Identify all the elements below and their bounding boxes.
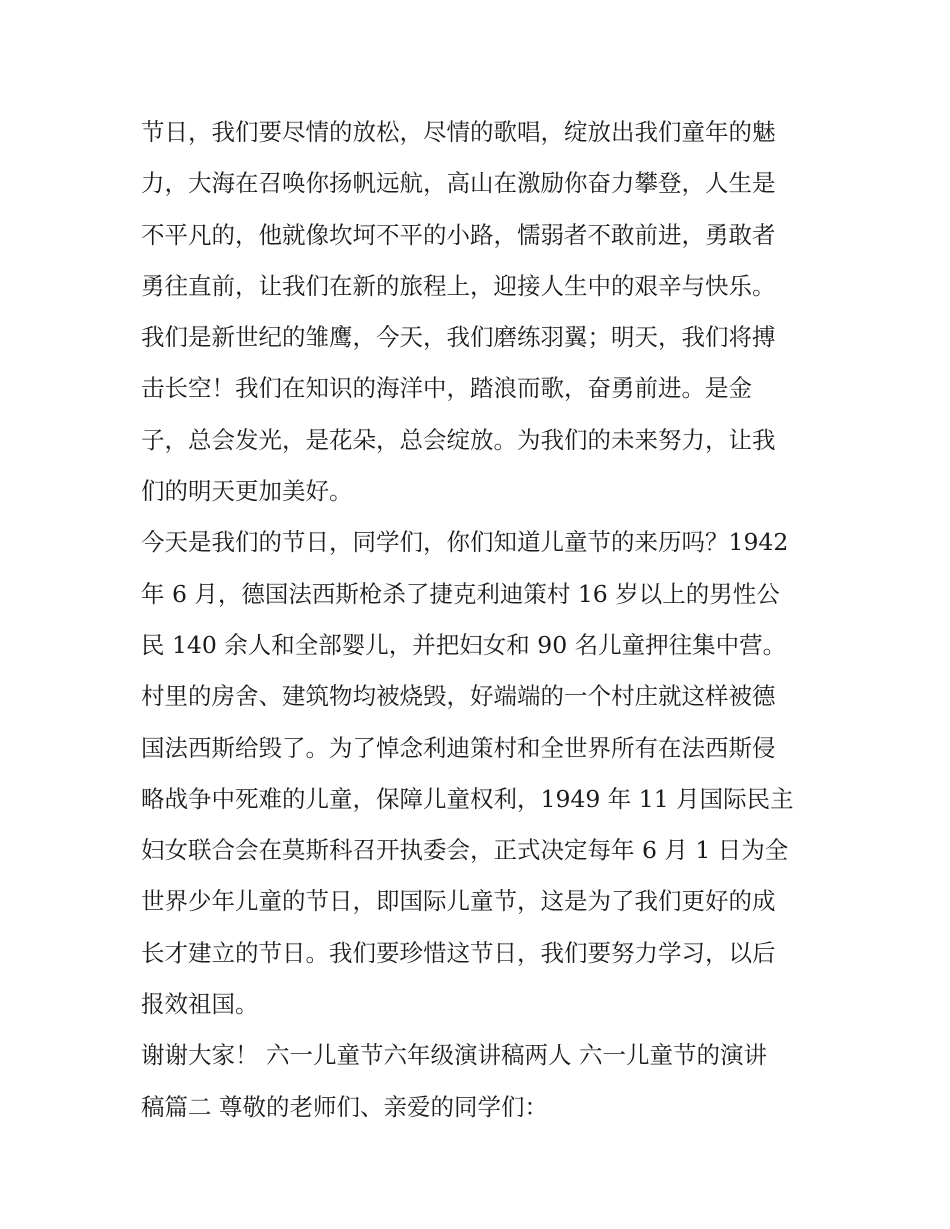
document-body [141, 107, 813, 1133]
text-line: 略战争中死难的儿童，保障儿童权利，1949 年 11 月国际民主 [141, 784, 794, 813]
text-line: 长才建立的节日。我们要珍惜这节日，我们要努力学习，以后 [141, 938, 776, 967]
text-line: 击长空！我们在知识的海洋中，踏浪而歌，奋勇前进。是金 [141, 374, 752, 403]
text-line: 勇往直前，让我们在新的旅程上，迎接人生中的艰辛与快乐。 [141, 271, 776, 300]
text-line: 我们是新世纪的雏鹰，今天，我们磨练羽翼；明天，我们将搏 [141, 323, 776, 352]
text-line: 妇女联合会在莫斯科召开执委会，正式决定每年 6 月 1 日为全 [141, 836, 789, 865]
text-line: 民 140 余人和全部婴儿，并把妇女和 90 名儿童押往集中营。 [141, 630, 787, 659]
text-line: 村里的房舍、建筑物均被烧毁，好端端的一个村庄就这样被德 [141, 682, 776, 711]
text-line: 稿篇二 尊敬的老师们、亲爱的同学们： [141, 1092, 548, 1121]
text-line: 国法西斯给毁了。为了悼念利迪策村和全世界所有在法西斯侵 [141, 733, 776, 762]
text-line: 今天是我们的节日，同学们，你们知道儿童节的来历吗？1942 [141, 528, 789, 557]
text-line: 年 6 月，德国法西斯枪杀了捷克利迪策村 16 岁以上的男性公 [141, 579, 780, 608]
text-line: 子，总会发光，是花朵，总会绽放。为我们的未来努力，让我 [141, 425, 776, 454]
text-line: 谢谢大家！ 六一儿童节六年级演讲稿两人 六一儿童节的演讲 [141, 1041, 767, 1070]
text-line: 不平凡的，他就像坎坷不平的小路，懦弱者不敢前进，勇敢者 [141, 220, 776, 249]
text-line: 们的明天更加美好。 [141, 477, 353, 506]
text-line: 世界少年儿童的节日，即国际儿童节，这是为了我们更好的成 [141, 887, 776, 916]
text-line: 力，大海在召唤你扬帆远航，高山在激励你奋力攀登，人生是 [141, 169, 776, 198]
text-line: 节日，我们要尽情的放松，尽情的歌唱，绽放出我们童年的魅 [141, 118, 776, 146]
text-line: 报效祖国。 [141, 990, 259, 1019]
